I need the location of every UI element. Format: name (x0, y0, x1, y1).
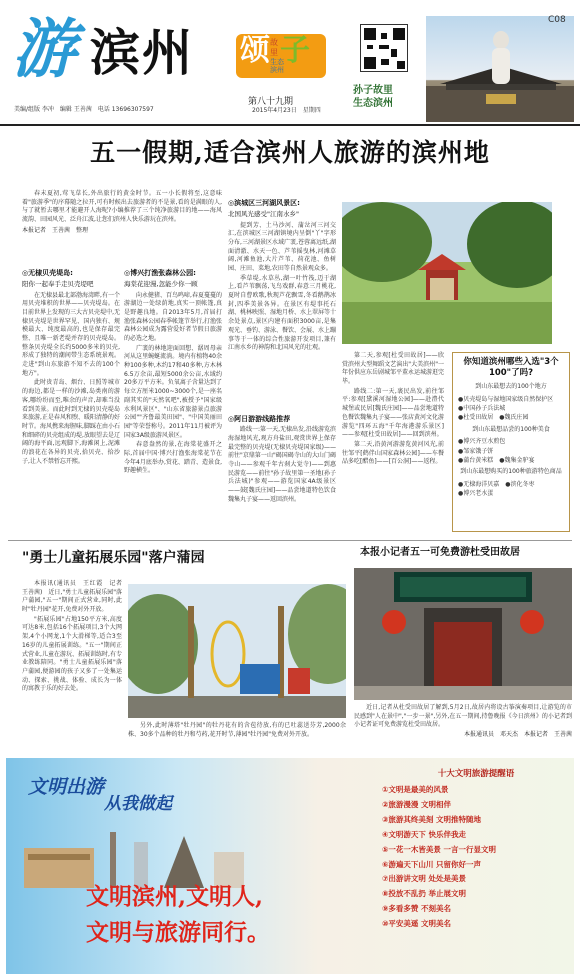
logo-box-right-char: 子 (280, 34, 310, 68)
box-title: 你知道滨州哪些入选"3个100"了吗? (463, 357, 559, 379)
list-item: ⑥游遍天下山川 只留你好一声 (382, 859, 481, 869)
civilized-travel-ad (6, 758, 574, 974)
kids-park-photo (128, 584, 346, 718)
ad-line1: 文明出游 (28, 776, 105, 798)
list-item: ⑧投放不乱扔 举止展文明 (382, 889, 466, 899)
residence-gate-photo (354, 568, 572, 700)
staff-line: 美编/组版 李冲 编辑 王善茜 电话 13696307597 (14, 106, 154, 113)
logo-box-left-char: 颂 (240, 34, 270, 68)
list-item: ④文明游天下 快乐伴我走 (382, 829, 466, 839)
ad-slogan-2: 文明与旅游同行。 (86, 919, 270, 946)
page-number: C08 (548, 15, 566, 25)
issue-number: 第八十九期 (248, 97, 294, 107)
ad-line2: 从我做起 (104, 794, 172, 814)
list-item: ③旅游其终美刻 文明推特随地 (382, 815, 481, 824)
article-sanhe: ◎滨城区三河湖风景区: 北国风光感受"江南水乡" 提到芳、土马沙河、蒲岔河三河交汇,在滨城区三河湖镇境内呈倒"丫"字形分布,三河湖景区水域广袤,苍蓉离远纸,湖面清澈、水天一色、芦苇摇曳林,河滩草阔,河滩鱼池,大片芦苇、荷花池、鱼树园、庄田、菜地,农田等自然景观众多。 季草堤,水草丛,湖一叶竹筏,迈于湖上,看芦苇飘荡,飞鸟戏群,春意三月桃花,夏时自曹欧歌,秋现芦花飘雪,冬看鹅鹊冰封,四季美景各异。在景区有堤事托石湖、桃林映照、湿地月桥、水上翠屏等十余处景点,景区内建有面积3000亩,是集观光、垂钓、游泳、餐饮、会展、水上蹦事等于一体的综合性旅游开发项目,兼有江南水乡的神韵和北国风光的壮观。 (228, 199, 337, 352)
logo-binzhou: 滨州 (90, 23, 194, 82)
lake-pavilion-photo (342, 202, 552, 344)
landmarks-illustration (14, 828, 254, 888)
slogan: 孙子故里 生态滨州 (353, 85, 393, 109)
lead-byline: 本报记者 王善茜 整理 (22, 226, 89, 234)
issue-date: 2015年4月23日 星期四 (252, 107, 321, 114)
qr-code-icon (360, 24, 408, 72)
list-item: ⑦出游讲文明 处处是美景 (382, 874, 466, 884)
kids-park-headline: "勇士儿童拓展乐园"落户蒲园 (22, 550, 205, 566)
reporter-headline: 本报小记者五一可免费游杜受田故居 (360, 547, 520, 558)
list-item: ⑨多看多赞 不刻美名 (382, 904, 451, 914)
page-headline: 五一假期,适合滨州人旅游的滨州地 (90, 138, 490, 167)
logo-you-char: 游 (12, 12, 76, 87)
section-divider (8, 540, 572, 541)
ad-slogan-1: 文明滨州,文明人, (86, 883, 264, 910)
article-wudi: ◎无棣贝壳堤岛: 阳你一起奉手走贝壳堤吧 在无棣县最北部渤海湾畔,有一个用贝壳堆积的世界——贝壳堤岛。在目前世界上发现的三大古贝壳堤中,无棣贝壳堤是世界罕见、国内独有、规模最大、纯度最高的,也是保存最完整、且唯一新老堤并存的贝壳堤岛。整条贝壳堤全长约5000多米的贝壳,形成了独特的潮间带生态系统景观。走进"到山东旅游不知不去的100个地方"。 此时贵青岛、烟台、日照等城市的海边,都是一样的沙滩,岛类南的游客,哪纷纷而至,唯余的声音,却难当没看到美景。而此时到无棣的贝壳堤岛来旅游,正是春风和煦、暖阳清静的好时节。海风携来海腥味,脚踩在由小石和细碎的贝壳组成的堤,放眼望去是辽阔的海平面,远观脚下,海滩闲上,泥滩的浪花在各异的贝壳,拾贝壳、拾沙子,让人不禁暂忘开熙。 (22, 269, 120, 465)
article-routes-cont: 第二天,参观[杜受田故居]——欣赏滨州大型舞蹈文艺演出"大美滨州"一年份供应东岳剧城邹平董永运城游逛完毕。 路线二:第一天,裹民出发,前往邹平:参观[黛溪河湿地公园]——赴澧代城堡或民居[魏氏庄园]——品尝地道特色餐饮魏集丸子宴——张店黄河文化游游览"四环五海"千年海港游乐景区]——参观[杜受田故居]——回到滨州。 第二天,沿黄河游游览黄河风光,前往邹平[鹤伴山国家森林公园]——车餐品多吃[醋鱼]——[百公洞]——返程。 (342, 352, 445, 466)
list-item: ②旅游漫漫 文明相伴 (382, 800, 451, 810)
kids-park-text: 本报讯(通讯员 王红霞 记者 王善茜) 近日,"勇士儿童拓展乐园"落户蒲园,"五一"期间正式营业,同时,此时"牡丹园"花开,免费对外开放。 "拓展乐园"占地150平方米,高度可达8米,包括16个拓展项目,3个大网架,4个小网龙,1个大滑梯等,适合3至16岁的儿童拓展训练。"五一"期间正式营业,儿童在游玩、拓展训练时,有专业教练陪同。"勇士儿童拓展乐园"落户蒲园,便游园的孩子又多了一处集运动、探索、挑战、体验、成长为一体的寓教于乐的好去处。 (22, 580, 129, 693)
list-item: ⑩平安美遥 文明美名 (382, 918, 451, 928)
three-hundred-box: 你知道滨州哪些入选"3个100"了吗? 到山东最想去的100个地方 ●贝壳堤岛与湿地国家级自然保护区 ●中国孙子兵法城 ●杜受田故居 ●魏氏庄园 到山东最想品尝的100种美食 ●博兴齐豆水煎包 ●邹家饿子饼 ●蒲台黄米糕 ●魏集金驴宴 到山东最想购买的100种旅游特色商品 ●无棣海洋贝嘉 ●滨化冬枣 ●博兴老水蛋 (452, 352, 570, 532)
kids-park-text-cont: 另外,此时薄塔"牡丹园"的牡丹花有的含苞待放,有的已吐蕊送芬芳,2000余株、30多个品种的牡丹和芍药,花开时节,薄园"牡丹园"免费对外开放。 (128, 722, 346, 738)
article-routes: ◎阿日游游线路推荐 路线一:第一天,无棣出发,沿线游览滨海湿地风光,观方舟盐田,观赏世界上保存最完整的贝壳堤(无棣贝壳堤国家级)——前往"京鼎第一山"碣国碣寺山的大山门碣寺山——参观千年古刹大觉寺)——到惠民游览——前往"孙子故里第一圣地(孙子兵法城)"参观——游览国家4A级景区——鼓[魏氏庄园]——品尝地道特色饮食魏集丸子宴——返回滨州。 (228, 415, 336, 503)
logo-box-small-bottom: 生态滨州 (270, 58, 284, 75)
masthead-statue-image (426, 16, 574, 122)
list-item: ⑤一花一木皆美景 一言一行显文明 (382, 844, 496, 854)
reporter-text: 近日,记者从杜受田故居了解到,5月2日,故居内将设古筝演奏项目,让游览的市民感到"人在景中","一步一景",另外,在五一期间,持鲁晚报《今日滨州》的小记者到小记者证可免费游览杜受田故居。 本报通讯员 邓天杰 本报记者 王善茜 (354, 704, 572, 739)
brand-logo-box (236, 34, 326, 78)
logo-box-small-top: 故里 (270, 38, 278, 57)
list-item: ①文明是最美的风景 (382, 785, 449, 795)
ad-reminder-list: 十大文明旅游提醒语 ①文明是最美的风景 ②旅游漫漫 文明相伴 ③旅游其终美刻 文明推特随地 ④文明游天下 快乐伴我走 ⑤一花一木皆美景 一言一行显文明 ⑥游遍天下山川 只留你好一声 ⑦出游讲文明 处处是美景 ⑧投放不乱扔 举止展文明 ⑨多看多赞 不刻美名 ⑩平安美遥 文明美名 (382, 768, 570, 932)
lead-paragraph: 春未夏初,莺飞草长,外出旅行的黄金时节。五一小长假将至,这意味着"旅游季"的序幕随之拉开,可有时候出去旅游者的不是景,看的是满眼的人,与了就暂去哪里才能避开人海呢?小编推荐了三个纯净旅游目的地——海风流韵、田园风光、泛舟江波,让您们滨州人快乐游玩在滨州。 本报记者 王善茜 整理 (22, 190, 222, 234)
article-boxing: ◎博兴打渔张森林公园: 海棠花迎漫,忽能少你一顾 向永健猪、百鸟鸣啼,春夏蔓蔓的游湖边一处绿荫地,真实一顶帐篷,真是野趣良地。自2013年5月,首届打渔张森林公园春季帐篷节举行,打渔张森林公园成为露营爱好者节假日旅游的必选之地。 广袤的林地迎面回想、潺周母亲河从这里蜿蜒流淌。境内有植物40余种100多种,木约17和40多种,方木林6.5万余亩,最短5000余公亩,水域约20多万平方米。负氧离子含量达到了每立方厘米1000~3000个,是一座名副其实的"天然氧吧",被授予"国家级水利风景区"、"山东省旅游景点旅游公园""齐鲁最美田园"、"中国美丽田园"等荣誉称号。2011年11月被评为国家3A级旅游风景区。 春意盎然的景,在海棠花盛开之际,首届中国·博兴打渔张海棠花节在今年4月底举办,赏花、踏青、造景食,野趣横生。 (124, 269, 222, 475)
masthead (0, 0, 580, 126)
